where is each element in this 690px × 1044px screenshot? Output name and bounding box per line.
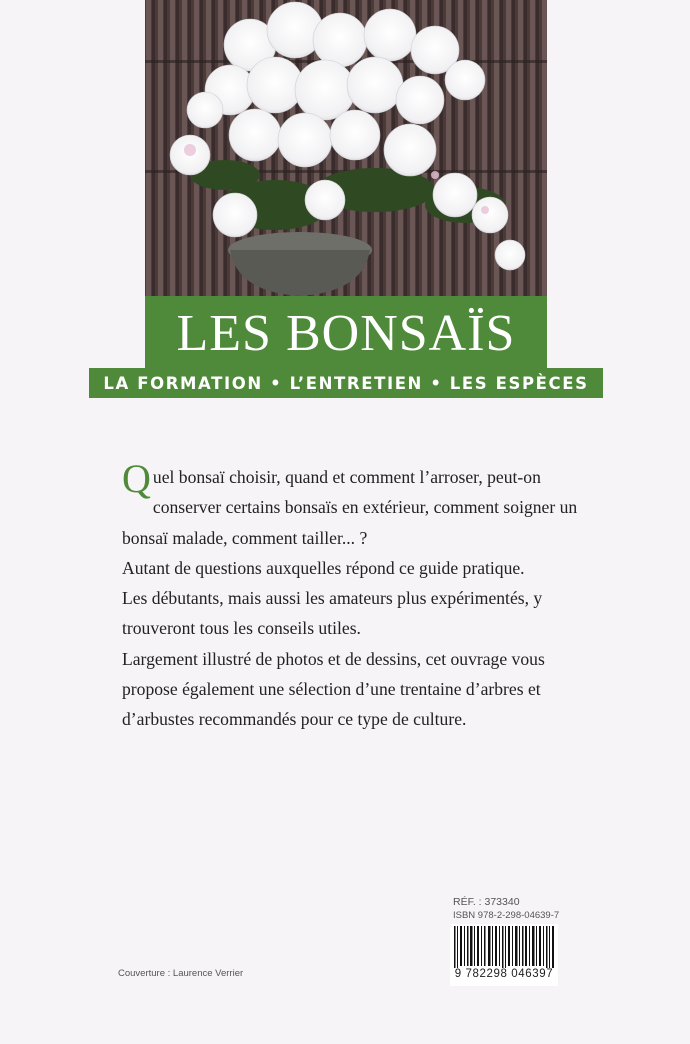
barcode-icon <box>450 924 558 968</box>
title-band <box>145 296 547 368</box>
barcode-digits: 9 782298 046397 <box>452 968 556 980</box>
cover-photo <box>145 0 547 296</box>
bonsai-azalea-photo <box>145 0 547 296</box>
blurb-paragraph: Largement illustré de photos et de dessins, cet ouvrage vous propose également une sélection d’une trentaine d’arbres et d’arbustes recommandés pour ce type de culture. <box>122 648 545 730</box>
blurb-paragraph: Les débutants, mais aussi les amateurs plus expérimentés, y trouveront tous les conseils utiles. <box>122 588 543 639</box>
back-cover-blurb <box>122 456 582 735</box>
subtitle-band <box>89 368 603 398</box>
isbn: ISBN 978-2-298-04639-7 <box>453 910 560 921</box>
book-subtitle: LA FORMATION • L’ENTRETIEN • LES ESPÈCES <box>103 373 589 393</box>
book-title: LES BONSAÏS <box>176 305 516 362</box>
drop-cap: Q <box>122 456 151 501</box>
blurb-paragraph: Autant de questions auxquelles répond ce guide pratique. <box>122 557 525 578</box>
blurb-paragraph: Quel bonsaï choisir, quand et comment l’arroser, peut-on conserver certains bonsaïs en extérieur, comment soigner un bonsaï malade, comment tailler... ? <box>122 456 578 548</box>
reference-number: RÉF. : 373340 <box>453 896 520 908</box>
cover-credit: Couverture : Laurence Verrier <box>118 968 244 979</box>
